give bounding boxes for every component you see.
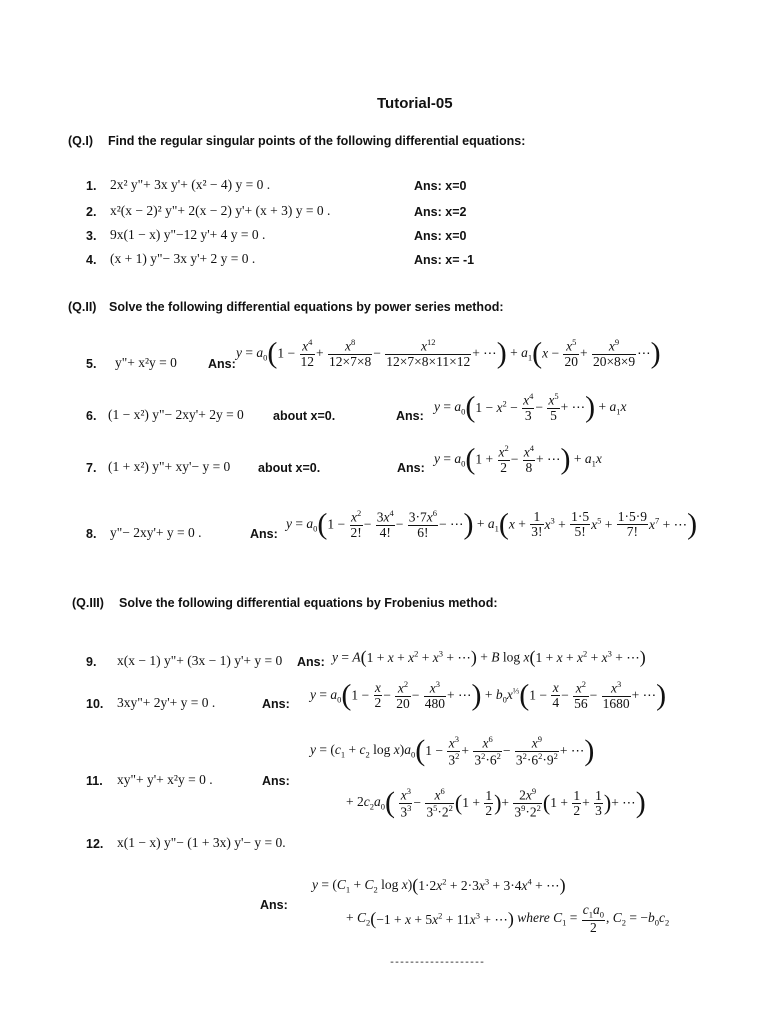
q2-equation: (1 + x²) y"+ xy'− y = 0 [108, 459, 231, 474]
q1-answer: Ans: x= -1 [414, 253, 475, 267]
page-title: Tutorial-05 [377, 95, 453, 112]
q3-answer-label: Ans: [297, 655, 325, 669]
q3-answer-label: Ans: [262, 697, 290, 711]
q3-answer-label: Ans: [260, 898, 288, 912]
q3-item-number: 11. [86, 774, 103, 788]
section-heading-q1: Find the regular singular points of the following differential equations: [108, 134, 526, 148]
q3-item-number: 9. [86, 655, 97, 669]
q3-equation: x(x − 1) y"+ (3x − 1) y'+ y = 0 [117, 653, 283, 668]
q1-item-number: 3. [86, 229, 97, 243]
q2-answer-label: Ans: [208, 357, 236, 371]
section-heading-q3: Solve the following differential equations by Frobenius method: [119, 596, 498, 610]
section-heading-q2: Solve the following differential equations by power series method: [109, 300, 504, 314]
q1-item-number: 4. [86, 253, 97, 267]
q3-answer-formula-line2: + $2c_2a_0$( $\frac{x^3}{3^3}$ − $\frac{x^6}{3^5\cdot 2^2}$ (1 + $\frac{1}{2}$ )+ $\frac{2x^9}{3^9\cdot 2^2}$ (1 + $\frac{1}{2}$ + $\frac{1}{3}$ )+ ⋯) [346, 786, 646, 820]
section-label-q3: (Q.III) [72, 596, 104, 610]
q2-equation: (1 − x²) y"− 2xy'+ 2y = 0 [108, 407, 244, 422]
q3-answer-formula-line1: $y = (c_1 + c_2$ $\log x)a_0(1$ − $\frac{x^3}{3^2}$ + $\frac{x^6}{3^2\cdot 6^2}$ − $\frac{x^9}{3^2\cdot 6^2\cdot 9^2}$ + ⋯) [310, 734, 595, 768]
q3-equation: 3xy"+ 2y'+ y = 0 . [117, 695, 216, 710]
q3-answer-label: Ans: [262, 774, 290, 788]
q2-answer-formula: $y = a_0(1$ − $\frac{x^2}{2!}$ − $\frac{3x^4}{4!}$ − $\frac{3\cdot 7x^6}{6!}$ − ⋯) + $a_1(x$ + $\frac{1}{3!}$ $x^3$ + $\frac{1\cdot 5}{5!}$ $x^5$ + $\frac{1\cdot 5\cdot 9}{7!}$ $x^7$ + ⋯) [286, 507, 698, 541]
q1-item-number: 2. [86, 205, 97, 219]
q3-answer-formula-line1: $y = (C_1 + C_2$ $\log x)(1\cdot 2x^2 + 2\cdot 3x^3 + 3\cdot 4x^4$ + ⋯) [312, 875, 566, 895]
q2-answer-label: Ans: [397, 461, 425, 475]
q1-equation: 2x² y"+ 3x y'+ (x² − 4) y = 0 . [110, 177, 271, 192]
footer-divider: ------------------- [389, 958, 485, 969]
q2-answer-formula: $y = a_0(1 - x^2$ − $\frac{x^4}{3}$ − $\frac{x^5}{5}$ + ⋯) + $a_1x$ [434, 390, 627, 424]
q2-answer-formula: $y = a_0(1$ − $\frac{x^4}{12}$ + $\frac{x^8}{12\times 7\times 8}$ − $\frac{x^{12}}{12\times 7\times 8\times 11\times 12}$ + ⋯) + $a_1(x$ − $\frac{x^5}{20}$ + $\frac{x^9}{20\times 8\times 9}$ ⋯) [236, 336, 661, 370]
q1-answer: Ans: x=0 [414, 179, 467, 193]
q3-item-number: 12. [86, 837, 104, 851]
q2-equation: y"+ x²y = 0 [115, 355, 177, 370]
q2-item-number: 8. [86, 527, 97, 541]
q2-item-number: 7. [86, 461, 97, 475]
q2-note: about x=0. [258, 461, 321, 475]
q3-answer-formula-line2: + $C_2(-1 + x + 5x^2 + 11x^3$ + ⋯) where $C_1$ = $\frac{c_1a_0}{2}$ , $C_2 = -b_0c_2$ [346, 902, 670, 935]
section-label-q2: (Q.II) [68, 300, 97, 314]
q1-equation: 9x(1 − x) y"−12 y'+ 4 y = 0 . [110, 227, 266, 242]
q2-item-number: 5. [86, 357, 97, 371]
q1-equation: x²(x − 2)² y"+ 2(x − 2) y'+ (x + 3) y = 0 . [110, 203, 331, 218]
q3-equation: xy"+ y'+ x²y = 0 . [117, 772, 213, 787]
q1-item-number: 1. [86, 179, 97, 193]
q2-item-number: 6. [86, 409, 97, 423]
q1-answer: Ans: x=0 [414, 229, 467, 243]
q3-answer-formula: $y = A(1 + x + x^2 + x^3$ + ⋯) + B $\log x(1 + x + x^2 + x^3$ + ⋯) [332, 647, 646, 667]
q3-item-number: 10. [86, 697, 104, 711]
q2-answer-label: Ans: [250, 527, 278, 541]
q2-equation: y"− 2xy'+ y = 0 . [110, 525, 202, 540]
q1-answer: Ans: x=2 [414, 205, 467, 219]
section-label-q1: (Q.I) [68, 134, 93, 148]
q3-equation: x(1 − x) y"− (1 + 3x) y'− y = 0. [117, 835, 286, 850]
q2-answer-formula: $y = a_0(1$ + $\frac{x^2}{2}$ − $\frac{x^4}{8}$ + ⋯) + $a_1x$ [434, 442, 602, 476]
q1-equation: (x + 1) y"− 3x y'+ 2 y = 0 . [110, 251, 256, 266]
q2-note: about x=0. [273, 409, 336, 423]
q2-answer-label: Ans: [396, 409, 424, 423]
q3-answer-formula: $y = a_0(1$ − $\frac{x}{2}$ − $\frac{x^2}{20}$ − $\frac{x^3}{480}$ + ⋯) + $b_0x^{\frac{1}{3}}(1$ − $\frac{x}{4}$ − $\frac{x^2}{56}$ − $\frac{x^3}{1680}$ + ⋯) [310, 678, 667, 712]
